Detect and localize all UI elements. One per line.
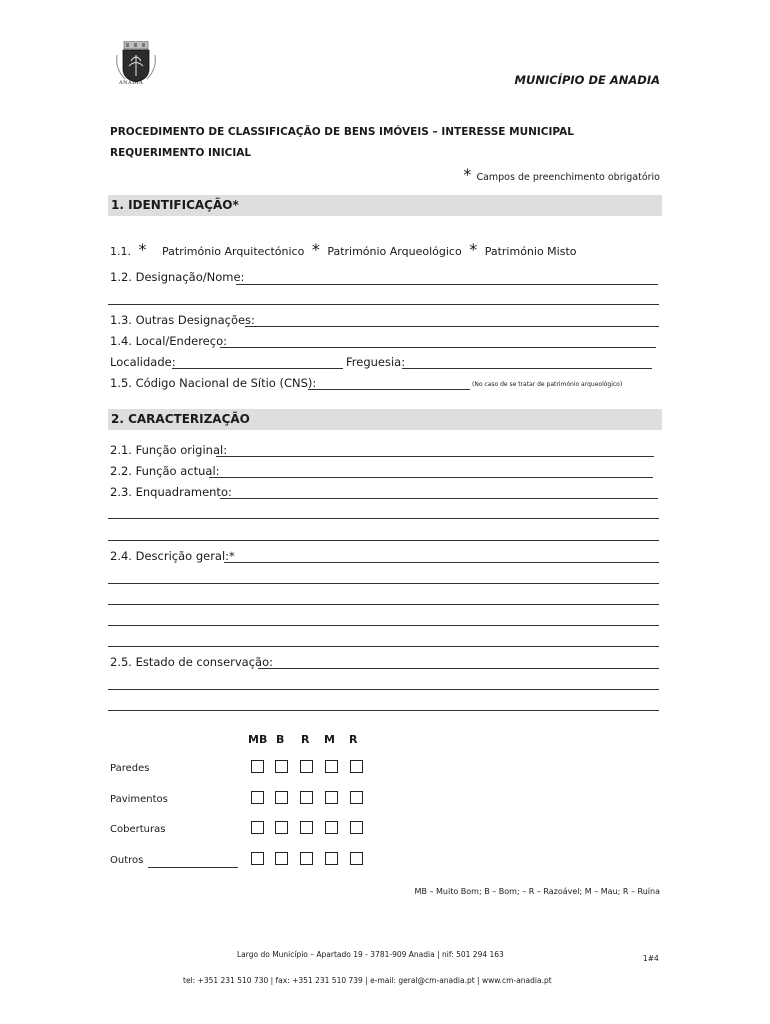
current-function-label: 2.2. Função actual: — [110, 464, 220, 478]
crest-label: ANADIA — [119, 80, 144, 86]
locality-label: Localidade: — [110, 355, 176, 369]
conservation-checkbox[interactable] — [350, 852, 363, 865]
conservation-legend: MB – Muito Bom; B – Bom; – R – Razoável; M – Mau; R – Ruína — [414, 887, 660, 896]
section-characterization — [108, 409, 662, 430]
conservation-checkbox[interactable] — [275, 852, 288, 865]
footer-contacts: tel: +351 231 510 730 | fax: +351 231 510 739 | e-mail: geral@cm-anadia.pt | www.cm-anadia.pt — [183, 976, 552, 985]
page-number: 1#4 — [643, 954, 659, 963]
other-designations-field[interactable] — [245, 326, 659, 327]
section-heading: 1. IDENTIFICAÇÃO* — [111, 198, 239, 212]
required-note-text: Campos de preenchimento obrigatório — [476, 172, 660, 183]
conservation-checkbox[interactable] — [300, 760, 313, 773]
designation-field-line2[interactable] — [108, 304, 659, 305]
general-description-line4[interactable] — [108, 625, 659, 626]
setting-field-line2[interactable] — [108, 518, 659, 519]
option-star-icon[interactable]: * — [138, 240, 147, 259]
others-field[interactable] — [148, 867, 238, 868]
conservation-col-r: R — [301, 733, 310, 746]
conservation-checkbox[interactable] — [251, 821, 264, 834]
conservation-col-mb: MB — [248, 733, 268, 746]
conservation-col-m: M — [324, 733, 335, 746]
conservation-col-b: B — [276, 733, 285, 746]
conservation-field-line3[interactable] — [108, 710, 659, 711]
request-subtitle: REQUERIMENTO INICIAL — [110, 147, 252, 159]
procedure-title: PROCEDIMENTO DE CLASSIFICAÇÃO DE BENS IMÓVEIS – INTERESSE MUNICIPAL — [110, 126, 574, 138]
row-label-floors: Pavimentos — [110, 794, 168, 805]
section-heading: 2. CARACTERIZAÇÃO — [111, 412, 250, 426]
option-star-icon[interactable]: * — [469, 240, 478, 259]
general-description-label: 2.4. Descrição geral:* — [110, 549, 235, 563]
conservation-checkbox[interactable] — [350, 821, 363, 834]
conservation-checkbox[interactable] — [251, 791, 264, 804]
field-label: 1.1. — [110, 245, 131, 258]
conservation-field[interactable] — [258, 668, 659, 669]
conservation-col-ruin: R — [349, 733, 358, 746]
original-function-field[interactable] — [216, 456, 654, 457]
row-label-others: Outros — [110, 855, 144, 866]
conservation-checkbox[interactable] — [275, 821, 288, 834]
required-star-icon: * — [463, 165, 472, 184]
conservation-label: 2.5. Estado de conservação: — [110, 655, 274, 669]
option-mixed[interactable]: Património Misto — [484, 245, 577, 258]
current-function-field[interactable] — [209, 477, 653, 478]
designation-field[interactable] — [236, 284, 658, 285]
parish-label: Freguesia: — [346, 355, 406, 369]
setting-label: 2.3. Enquadramento: — [110, 485, 232, 499]
conservation-checkbox[interactable] — [325, 821, 338, 834]
municipality-name: MUNICÍPIO DE ANADIA — [514, 73, 660, 87]
cns-label: 1.5. Código Nacional de Sítio (CNS): — [110, 376, 317, 390]
designation-label: 1.2. Designação/Nome: — [110, 270, 245, 284]
heritage-type-row — [110, 240, 577, 259]
conservation-checkbox[interactable] — [350, 760, 363, 773]
footer-address: Largo do Município – Apartado 19 - 3781-909 Anadia | nif: 501 294 163 — [237, 950, 504, 959]
general-description-line2[interactable] — [108, 583, 659, 584]
locality-field[interactable] — [172, 368, 343, 369]
original-function-label: 2.1. Função original: — [110, 443, 228, 457]
conservation-checkbox[interactable] — [300, 791, 313, 804]
conservation-checkbox[interactable] — [325, 791, 338, 804]
option-archaeological[interactable]: Património Arqueológico — [327, 245, 462, 258]
conservation-checkbox[interactable] — [251, 760, 264, 773]
general-description-line3[interactable] — [108, 604, 659, 605]
address-field[interactable] — [220, 347, 656, 348]
conservation-checkbox[interactable] — [325, 852, 338, 865]
address-label: 1.4. Local/Endereço: — [110, 334, 227, 348]
cns-note: (No caso de se tratar de património arqueológico) — [472, 381, 623, 388]
conservation-checkbox[interactable] — [300, 852, 313, 865]
conservation-checkbox[interactable] — [275, 760, 288, 773]
setting-field[interactable] — [220, 498, 658, 499]
parish-field[interactable] — [402, 368, 652, 369]
conservation-checkbox[interactable] — [275, 791, 288, 804]
option-architectural[interactable]: Património Arquitectónico — [162, 245, 305, 258]
conservation-checkbox[interactable] — [251, 852, 264, 865]
row-label-walls: Paredes — [110, 763, 150, 774]
conservation-field-line2[interactable] — [108, 689, 659, 690]
other-designations-label: 1.3. Outras Designações: — [110, 313, 255, 327]
row-label-roofs: Coberturas — [110, 824, 166, 835]
general-description-line5[interactable] — [108, 646, 659, 647]
conservation-checkbox[interactable] — [300, 821, 313, 834]
general-description-field[interactable] — [224, 562, 659, 563]
required-note — [463, 165, 660, 184]
option-star-icon[interactable]: * — [311, 240, 320, 259]
conservation-checkbox[interactable] — [350, 791, 363, 804]
cns-field[interactable] — [308, 389, 470, 390]
section-identification — [108, 195, 662, 216]
conservation-checkbox[interactable] — [325, 760, 338, 773]
setting-field-line3[interactable] — [108, 540, 659, 541]
